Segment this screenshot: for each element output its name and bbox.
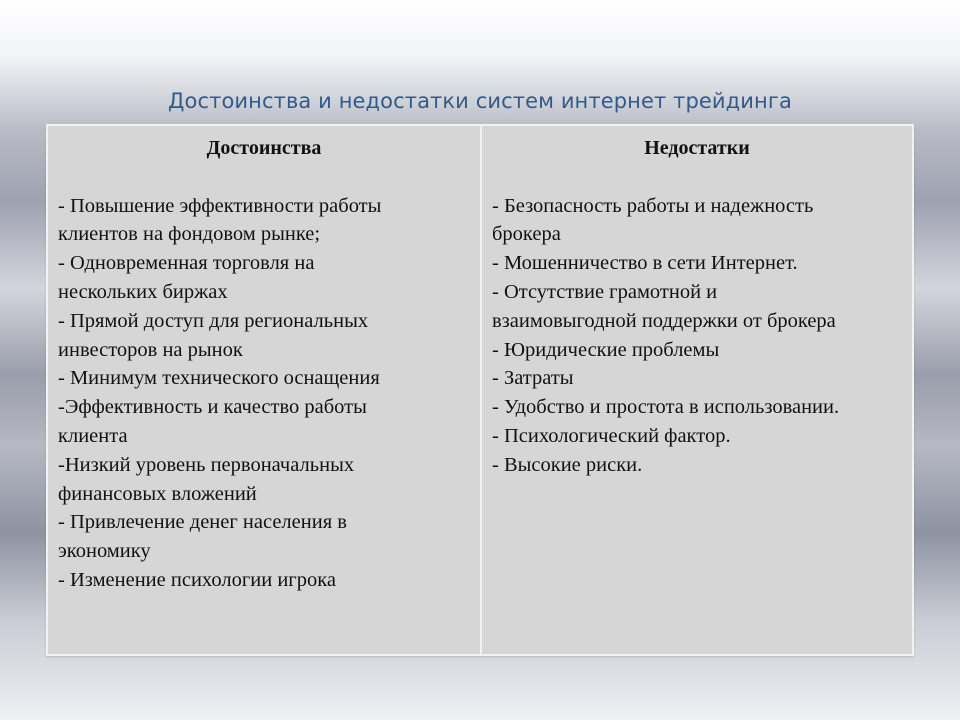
comparison-table: [46, 124, 914, 656]
slide-title: Достоинства и недостатки систем интернет трейдинга: [168, 89, 792, 113]
advantage-item: - Прямой доступ для региональных инвесторов на рынок: [58, 309, 369, 361]
advantage-item: - Привлечение денег населения в экономику: [58, 511, 347, 563]
disadvantage-item: - Затраты: [492, 367, 574, 390]
disadvantage-item: - Безопасность работы и надежность брокера: [492, 194, 814, 246]
advantages-column: [48, 126, 482, 654]
disadvantage-item: - Юридические проблемы: [492, 338, 720, 361]
advantage-item: -Эффективность и качество работы клиента: [58, 396, 367, 447]
advantage-item: - Повышение эффективности работы клиентов на фондовом рынке;: [58, 194, 382, 246]
disadvantage-item: - Психологический фактор.: [492, 424, 731, 447]
advantages-header: Достоинства: [206, 137, 322, 159]
disadvantage-item: - Мошенничество в сети Интернет.: [492, 252, 798, 275]
advantage-item: - Одновременная торговля на нескольких биржах: [58, 252, 315, 303]
disadvantage-item: - Удобство и простота в использовании.: [492, 396, 840, 419]
advantage-item: -Низкий уровень первоначальных финансовых вложений: [58, 453, 355, 505]
disadvantages-column: [482, 126, 912, 654]
disadvantages-header: Недостатки: [644, 137, 750, 159]
advantage-item: - Изменение психологии игрока: [58, 568, 336, 591]
disadvantage-item: - Отсутствие грамотной и взаимовыгодной поддержки от брокера: [492, 280, 836, 332]
disadvantage-item: - Высокие риски.: [492, 453, 643, 476]
advantage-item: - Минимум технического оснащения: [58, 367, 380, 390]
